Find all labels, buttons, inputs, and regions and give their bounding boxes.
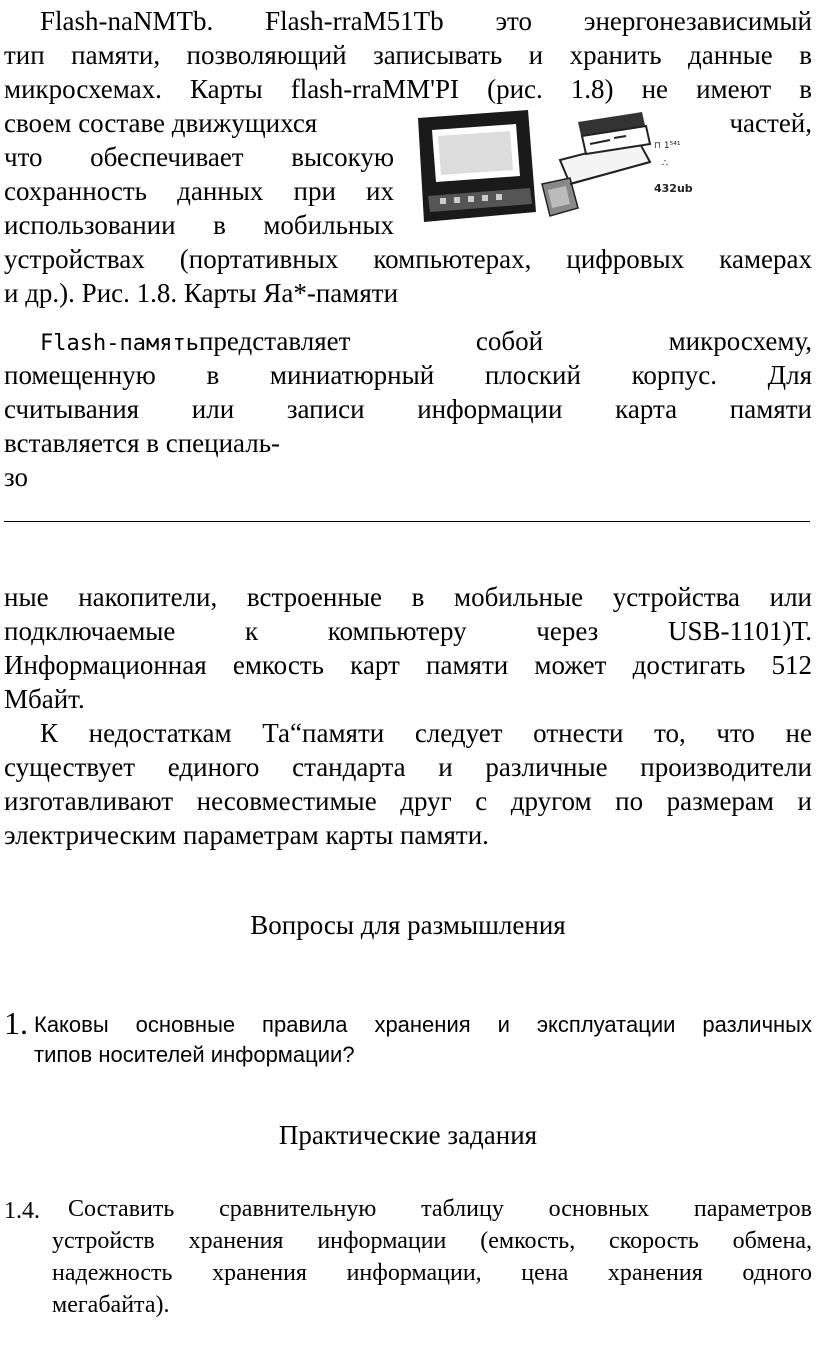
text-line: вставляется в специаль- [4, 428, 281, 458]
figure-label-mid: ∴ [662, 158, 669, 169]
figure-label-small: ⊓ 1⁵⁴¹ [654, 141, 681, 151]
flash-cards-figure [410, 100, 710, 230]
text-line: частей, [729, 108, 812, 138]
text-line: устройствах (портативных компьютерах, цифровых камерах [4, 244, 812, 274]
text-line: Составить сравнительную таблицу основных параметров [68, 1196, 812, 1222]
text-line [34, 1010, 812, 1040]
text-line [4, 242, 812, 276]
text-line: использовании в мобильных [4, 210, 394, 240]
text-line: Информационная емкость карт памяти может достигать 512 [4, 650, 812, 680]
text-line [4, 208, 394, 242]
text-line: и др.). Рис. 1.8. Карты Яа*-памяти [4, 278, 399, 308]
text-line: Каковы основные правила хранения и эксплуатации различных [34, 1012, 812, 1037]
text-line [4, 716, 812, 750]
section-heading-questions: Вопросы для размышления [250, 910, 566, 940]
text-line: надежность хранения информации, цена хранения одного [52, 1260, 812, 1286]
text-line [68, 1194, 812, 1224]
text-line: считывания или записи информации карта памяти [4, 394, 812, 424]
text-line: Flash-naNMTb. Flash-rraM51Tb это энергонезависимый [40, 6, 812, 36]
text-line [4, 392, 812, 426]
text-line: тип памяти, позволяющий записывать и хранить данные в [4, 40, 812, 70]
text-line [4, 324, 812, 361]
text-line [4, 818, 812, 852]
text-line [4, 140, 394, 174]
text-line [4, 276, 812, 310]
text-line: существует единого стандарта и различные производители [4, 752, 812, 782]
text-line [4, 426, 812, 460]
text-line: Мбайт. [4, 684, 85, 714]
text-line [52, 1258, 812, 1288]
text-line [4, 580, 812, 614]
text-line: представляет собой микросхему, [198, 326, 812, 356]
text-line: помещенную в миниатюрный плоский корпус. Для [4, 360, 812, 390]
text-line: мегабайта). [52, 1292, 170, 1318]
text-line [700, 106, 812, 140]
figure-label-capacity: 432ub [654, 182, 693, 195]
text-line [4, 784, 812, 818]
text-line: что обеспечивает высокую [4, 142, 394, 172]
text-line [4, 614, 812, 648]
text-line [52, 1290, 812, 1320]
text-line [4, 106, 394, 140]
task-number: 1.4. [4, 1198, 40, 1224]
text-line: ные накопители, встроенные в мобильные устройства или [4, 582, 812, 612]
page-number: зо [4, 462, 29, 492]
text-line [4, 750, 812, 784]
text-line: изготавливают несовместимые друг с другом по размерам и [4, 786, 812, 816]
flash-card-adapter-image [542, 112, 650, 216]
flash-card-dark-image [418, 110, 536, 222]
page-break-divider [4, 521, 810, 522]
text-line [4, 38, 812, 72]
section-heading-tasks: Практические задания [278, 1120, 538, 1150]
text-line: своем составе движущихся [4, 108, 318, 138]
text-line [4, 648, 812, 682]
text-line: подключаемые к компьютеру через USB-1101)Т. [4, 616, 812, 646]
flash-memory-term: Flash-память [40, 331, 199, 356]
text-line: микросхемах. Карты flash-rraMM'PI (рис. 1.8) не имеют в [4, 74, 812, 104]
text-line [4, 174, 394, 208]
text-line: К недостаткам Та“памяти следует отнести то, что не [40, 718, 812, 748]
text-line: электрическим параметрам карты памяти. [4, 820, 489, 850]
text-line: сохранность данных при их [4, 176, 394, 206]
text-line: устройств хранения информации (емкость, скорость обмена, [52, 1228, 812, 1254]
text-line [4, 358, 812, 392]
text-line [4, 682, 812, 716]
question-number: 1. [4, 1005, 28, 1041]
text-line [4, 324, 812, 361]
text-line [34, 1040, 812, 1070]
text-line: типов носителей информации? [34, 1042, 355, 1067]
text-line [52, 1226, 812, 1256]
text-line [4, 4, 812, 38]
